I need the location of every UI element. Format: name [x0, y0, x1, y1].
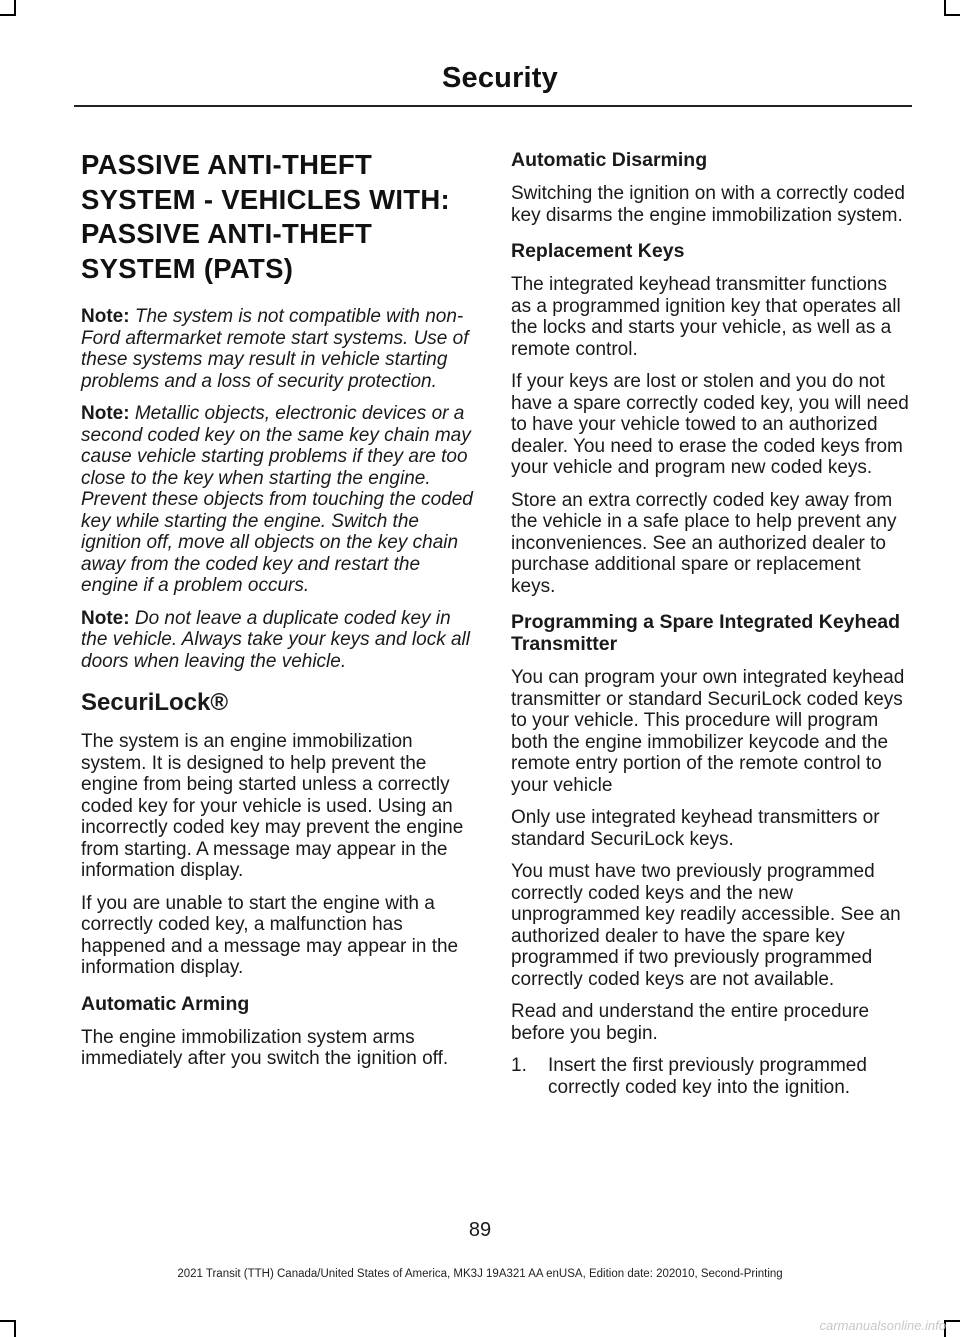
automatic-arming-heading: Automatic Arming [81, 992, 250, 1015]
body-paragraph: You must have two previously programmed correctly coded keys and the new unprogrammed key readily accessible. See an authorized dealer to have the spare key programmed if two previously programmed correctly coded keys are not available. [511, 861, 901, 990]
left-column [81, 145, 475, 1081]
body-paragraph: The engine immobilization system arms immediately after you switch the ignition off. [81, 1026, 449, 1069]
body-paragraph: Store an extra correctly coded key away from the vehicle in a safe place to help prevent any inconveniences. See an authorized dealer to purchase additional spare or replacement keys. [511, 489, 897, 597]
body-paragraph: Switching the ignition on with a correctly coded key disarms the engine immobilization system. [511, 183, 905, 226]
header-divider [74, 105, 912, 107]
replacement-keys-heading: Replacement Keys [511, 240, 685, 262]
crop-mark-top-right-h [944, 14, 960, 16]
body-paragraph: The integrated keyhead transmitter functions as a programmed ignition key that operates all the locks and starts your vehicle, as well as a remote control. [511, 274, 901, 360]
page-number: 89 [468, 1219, 492, 1241]
body-paragraph: The system is an engine immobilization system. It is designed to help prevent the engine from being started unless a correctly coded key for your vehicle is used. Using an incorrectly coded key may prevent the engine from starting. A message may appear in the information display. [81, 731, 464, 881]
edition-footer: 2021 Transit (TTH) Canada/United States of America, MK3J 19A321 AA enUSA, Edition date: 202010, Second-Printing [177, 1268, 783, 1280]
crop-mark-bottom-right-h [944, 1320, 960, 1322]
body-paragraph: Only use integrated keyhead transmitters or standard SecuriLock keys. [511, 807, 880, 850]
body-paragraph: Read and understand the entire procedure before you begin. [511, 1001, 870, 1044]
right-column [511, 145, 909, 1098]
section-title: Security [441, 62, 558, 94]
note-paragraph [81, 403, 475, 597]
main-heading: PASSIVE ANTI-THEFT SYSTEM - VEHICLES WITH: PASSIVE ANTI-THEFT SYSTEM (PATS) [81, 149, 450, 284]
body-paragraph: You can program your own integrated keyhead transmitter or standard SecuriLock coded keys to your vehicle. This procedure will program both the engine immobilizer keycode and the remote entry portion of the remote control to your vehicle [511, 667, 905, 796]
note-text: The system is not compatible with non-Ford aftermarket remote start systems. Use of these systems may result in vehicle starting problems and a loss of security protection. [81, 306, 469, 392]
step-text: Insert the first previously programmed correctly coded key into the ignition. [548, 1055, 867, 1098]
note-label: Note: [81, 403, 130, 424]
securilock-heading: SecuriLock® [81, 689, 229, 716]
watermark: carmanualsonline.info [819, 1318, 946, 1333]
crop-mark-bottom-left-h [0, 1320, 16, 1322]
note-paragraph [81, 608, 475, 673]
crop-mark-top-left [14, 0, 16, 14]
step-number: 1. [511, 1055, 527, 1076]
crop-mark-top-left-h [0, 14, 16, 16]
body-paragraph: If your keys are lost or stolen and you do not have a spare correctly coded key, you will need to have your vehicle towed to an authorized dealer. You need to erase the coded keys from your vehicle and program new coded keys. [511, 371, 909, 478]
crop-mark-bottom-left [14, 1322, 16, 1337]
note-label: Note: [81, 607, 130, 629]
procedure-step [511, 1055, 909, 1098]
note-paragraph [81, 306, 475, 392]
note-label: Note: [81, 306, 130, 327]
body-paragraph: If you are unable to start the engine with a correctly coded key, a malfunction has happened and a message may appear in the information display. [81, 892, 459, 978]
note-text: Metallic objects, electronic devices or a second coded key on the same key chain may cause vehicle starting problems if they are too close to the key when starting the engine. Prevent these objects from touching the coded key while starting the engine. Switch the ignition off, move all objects on the key chain away from the coded key and restart the engine if a problem occurs. [81, 403, 473, 596]
automatic-disarming-heading: Automatic Disarming [511, 149, 708, 171]
note-text: Do not leave a duplicate coded key in the vehicle. Always take your keys and lock all doors when leaving the vehicle. [81, 607, 470, 672]
crop-mark-top-right [944, 0, 946, 14]
programming-spare-heading: Programming a Spare Integrated Keyhead Transmitter [511, 611, 901, 655]
